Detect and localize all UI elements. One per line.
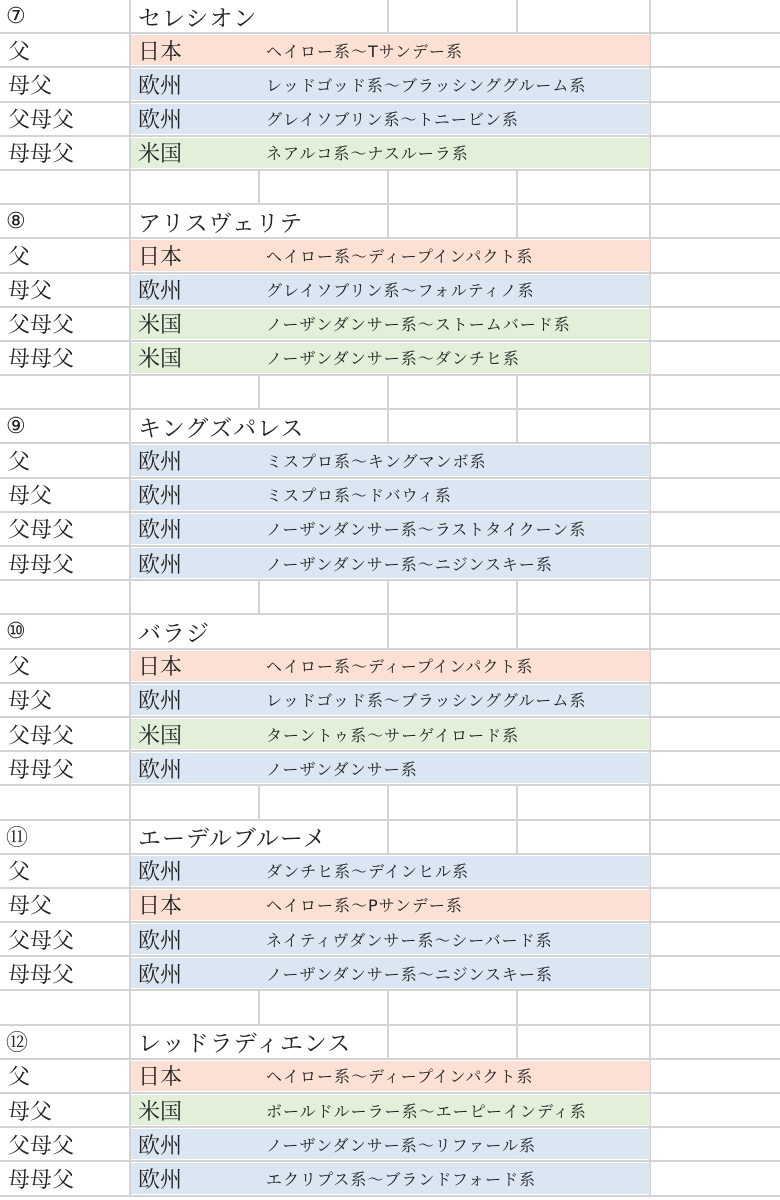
pedigree-row[interactable] bbox=[0, 137, 780, 171]
region-cell: 米国 bbox=[138, 723, 183, 749]
horse-name: エーデルブルーメ bbox=[138, 826, 327, 853]
spacer-row[interactable] bbox=[0, 991, 780, 1025]
sire-line-cell: ヘイロー系〜ディープインパクト系 bbox=[266, 657, 534, 677]
horse-number: ⑫ bbox=[6, 1031, 29, 1057]
region-cell: 欧州 bbox=[138, 484, 183, 510]
pedigree-position-label: 母父 bbox=[8, 1099, 53, 1125]
grid-line-vertical bbox=[258, 171, 260, 205]
grid-line-vertical bbox=[387, 410, 389, 444]
grid-line-vertical bbox=[649, 410, 651, 444]
pedigree-row[interactable] bbox=[0, 1162, 780, 1196]
grid-line-vertical bbox=[258, 581, 260, 615]
grid-line-vertical bbox=[129, 376, 131, 410]
grid-line-vertical bbox=[258, 376, 260, 410]
pedigree-position-label: 父母父 bbox=[8, 723, 75, 749]
horse-header-row[interactable] bbox=[0, 410, 780, 444]
pedigree-position-label: 母母父 bbox=[8, 757, 75, 783]
grid-line-vertical bbox=[129, 205, 131, 239]
region-cell: 欧州 bbox=[138, 450, 183, 476]
pedigree-row[interactable] bbox=[0, 650, 780, 684]
grid-line-vertical bbox=[516, 205, 518, 239]
grid-line-vertical bbox=[516, 615, 518, 649]
horse-header-row[interactable] bbox=[0, 821, 780, 855]
pedigree-row[interactable] bbox=[0, 752, 780, 786]
grid-line-vertical bbox=[387, 1026, 389, 1060]
sire-line-cell: グレイソブリン系〜トニービン系 bbox=[266, 110, 519, 130]
region-cell: 米国 bbox=[138, 313, 183, 339]
grid-line-vertical bbox=[516, 1026, 518, 1060]
pedigree-position-label: 母父 bbox=[8, 689, 53, 715]
region-cell: 日本 bbox=[138, 655, 183, 681]
pedigree-position-label: 父 bbox=[8, 39, 31, 65]
sire-line-cell: ネアルコ系〜ナスルーラ系 bbox=[266, 144, 469, 164]
horse-header-row[interactable] bbox=[0, 1026, 780, 1060]
sire-line-cell: ノーザンダンサー系〜ラストタイクーン系 bbox=[266, 520, 587, 540]
region-cell: 日本 bbox=[138, 894, 183, 920]
region-cell: 日本 bbox=[138, 1065, 183, 1091]
grid-line-vertical bbox=[387, 786, 389, 820]
sire-line-cell: ヘイロー系〜ディープインパクト系 bbox=[266, 246, 534, 266]
pedigree-position-label: 父 bbox=[8, 450, 31, 476]
sire-line-cell: ダンチヒ系〜デインヒル系 bbox=[266, 862, 470, 882]
region-cell: 米国 bbox=[138, 142, 183, 168]
horse-number: ⑪ bbox=[6, 826, 29, 852]
sire-line-cell: ノーザンダンサー系〜ニジンスキー系 bbox=[266, 554, 553, 574]
horse-name: レッドラディエンス bbox=[138, 1031, 352, 1058]
pedigree-row[interactable] bbox=[0, 308, 780, 342]
pedigree-row[interactable] bbox=[0, 855, 780, 889]
horse-number: ⑨ bbox=[6, 413, 26, 439]
sire-line-cell: ノーザンダンサー系 bbox=[266, 759, 418, 779]
pedigree-row[interactable] bbox=[0, 718, 780, 752]
pedigree-position-label: 父 bbox=[8, 1065, 31, 1091]
spacer-row[interactable] bbox=[0, 171, 780, 205]
pedigree-position-label: 父 bbox=[8, 860, 31, 886]
horse-name: キングズパレス bbox=[138, 415, 305, 442]
grid-line-vertical bbox=[649, 991, 651, 1025]
grid-line-vertical bbox=[387, 991, 389, 1025]
horse-name: セレシオン bbox=[138, 5, 258, 32]
grid-line-vertical bbox=[129, 821, 131, 855]
region-cell: 欧州 bbox=[138, 1167, 183, 1193]
grid-line-vertical bbox=[649, 786, 651, 820]
grid-line-vertical bbox=[129, 171, 131, 205]
grid-line-vertical bbox=[129, 410, 131, 444]
grid-line-vertical bbox=[649, 0, 651, 34]
region-cell: 欧州 bbox=[138, 108, 183, 134]
pedigree-position-label: 母母父 bbox=[8, 552, 75, 578]
grid-line-vertical bbox=[649, 171, 651, 205]
grid-line-vertical bbox=[387, 581, 389, 615]
region-cell: 欧州 bbox=[138, 279, 183, 305]
region-cell: 日本 bbox=[138, 39, 183, 65]
region-cell: 欧州 bbox=[138, 73, 183, 99]
grid-line-horizontal bbox=[0, 1195, 780, 1197]
grid-line-vertical bbox=[649, 615, 651, 649]
sire-line-cell: ノーザンダンサー系〜ダンチヒ系 bbox=[266, 349, 520, 369]
pedigree-position-label: 父母父 bbox=[8, 1133, 75, 1159]
pedigree-row[interactable] bbox=[0, 342, 780, 376]
horse-header-row[interactable] bbox=[0, 615, 780, 649]
grid-line-vertical bbox=[129, 581, 131, 615]
region-cell: 欧州 bbox=[138, 962, 183, 988]
pedigree-position-label: 父 bbox=[8, 655, 31, 681]
region-cell: 欧州 bbox=[138, 860, 183, 886]
pedigree-row[interactable] bbox=[0, 274, 780, 308]
region-cell: 欧州 bbox=[138, 1133, 183, 1159]
sire-line-cell: ネイティヴダンサー系〜シーバード系 bbox=[266, 930, 553, 950]
sire-line-cell: ヘイロー系〜Pサンデー系 bbox=[266, 896, 463, 916]
pedigree-row[interactable] bbox=[0, 239, 780, 273]
sire-line-cell: レッドゴッド系〜ブラッシンググルーム系 bbox=[266, 691, 587, 711]
grid-line-vertical bbox=[387, 171, 389, 205]
sire-line-cell: ターントゥ系〜サーゲイロード系 bbox=[266, 725, 520, 745]
region-cell: 米国 bbox=[138, 347, 183, 373]
sire-line-cell: ヘイロー系〜ディープインパクト系 bbox=[266, 1067, 534, 1087]
sire-line-cell: ノーザンダンサー系〜ストームバード系 bbox=[266, 315, 571, 335]
horse-header-row[interactable] bbox=[0, 0, 780, 34]
grid-line-vertical bbox=[387, 205, 389, 239]
region-cell: 欧州 bbox=[138, 928, 183, 954]
pedigree-row[interactable] bbox=[0, 1128, 780, 1162]
pedigree-row[interactable] bbox=[0, 34, 780, 68]
pedigree-row[interactable] bbox=[0, 923, 780, 957]
pedigree-position-label: 父母父 bbox=[8, 518, 75, 544]
pedigree-position-label: 父母父 bbox=[8, 928, 75, 954]
horse-number: ⑧ bbox=[6, 208, 26, 234]
pedigree-row[interactable] bbox=[0, 1060, 780, 1094]
grid-line-vertical bbox=[649, 581, 651, 615]
pedigree-row[interactable] bbox=[0, 957, 780, 991]
pedigree-position-label: 母父 bbox=[8, 279, 53, 305]
pedigree-position-label: 母母父 bbox=[8, 347, 75, 373]
grid-line-vertical bbox=[387, 821, 389, 855]
sire-line-cell: レッドゴッド系〜ブラッシンググルーム系 bbox=[266, 75, 587, 95]
sire-line-cell: ミスプロ系〜ドバウィ系 bbox=[266, 486, 452, 506]
pedigree-position-label: 父母父 bbox=[8, 108, 75, 134]
grid-line-vertical bbox=[258, 991, 260, 1025]
pedigree-position-label: 母母父 bbox=[8, 962, 75, 988]
grid-line-vertical bbox=[129, 615, 131, 649]
sire-line-cell: エクリプス系〜ブランドフォード系 bbox=[266, 1169, 537, 1189]
grid-line-vertical bbox=[649, 205, 651, 239]
sire-line-cell: ノーザンダンサー系〜リファール系 bbox=[266, 1135, 537, 1155]
grid-line-vertical bbox=[258, 786, 260, 820]
grid-line-vertical bbox=[387, 615, 389, 649]
grid-line-vertical bbox=[129, 1026, 131, 1060]
sire-line-cell: ミスプロ系〜キングマンボ系 bbox=[266, 452, 487, 472]
sire-line-cell: ボールドルーラー系〜エーピーインディ系 bbox=[266, 1101, 587, 1121]
horse-name: アリスヴェリテ bbox=[138, 210, 304, 237]
grid-line-vertical bbox=[649, 821, 651, 855]
pedigree-row[interactable] bbox=[0, 444, 780, 478]
sire-line-cell: グレイソブリン系〜フォルティノ系 bbox=[266, 281, 535, 301]
grid-line-vertical bbox=[516, 821, 518, 855]
grid-line-vertical bbox=[516, 991, 518, 1025]
horse-number: ⑦ bbox=[6, 3, 26, 29]
pedigree-row[interactable] bbox=[0, 684, 780, 718]
horse-name: バラジ bbox=[138, 620, 210, 647]
grid-line-vertical bbox=[387, 0, 389, 34]
grid-line-vertical bbox=[129, 991, 131, 1025]
grid-line-vertical bbox=[129, 0, 131, 34]
pedigree-row[interactable] bbox=[0, 103, 780, 137]
horse-number: ⑩ bbox=[6, 618, 26, 644]
grid-line-vertical bbox=[516, 0, 518, 34]
grid-line-vertical bbox=[516, 786, 518, 820]
spacer-row[interactable] bbox=[0, 376, 780, 410]
pedigree-row[interactable] bbox=[0, 479, 780, 513]
grid-line-vertical bbox=[516, 171, 518, 205]
spacer-row[interactable] bbox=[0, 581, 780, 615]
region-cell: 欧州 bbox=[138, 689, 183, 715]
region-cell: 欧州 bbox=[138, 757, 183, 783]
pedigree-row[interactable] bbox=[0, 513, 780, 547]
pedigree-position-label: 母父 bbox=[8, 73, 53, 99]
pedigree-position-label: 母母父 bbox=[8, 142, 75, 168]
grid-line-vertical bbox=[516, 581, 518, 615]
region-cell: 欧州 bbox=[138, 552, 183, 578]
pedigree-row[interactable] bbox=[0, 68, 780, 102]
region-cell: 欧州 bbox=[138, 518, 183, 544]
pedigree-position-label: 父 bbox=[8, 244, 31, 270]
sire-line-cell: ヘイロー系〜Tサンデー系 bbox=[266, 41, 463, 61]
region-cell: 米国 bbox=[138, 1099, 183, 1125]
pedigree-position-label: 母母父 bbox=[8, 1167, 75, 1193]
pedigree-position-label: 母父 bbox=[8, 484, 53, 510]
grid-line-vertical bbox=[129, 786, 131, 820]
grid-line-vertical bbox=[516, 376, 518, 410]
grid-line-vertical bbox=[649, 1026, 651, 1060]
horse-header-row[interactable] bbox=[0, 205, 780, 239]
pedigree-row[interactable] bbox=[0, 547, 780, 581]
pedigree-row[interactable] bbox=[0, 889, 780, 923]
spacer-row[interactable] bbox=[0, 786, 780, 820]
grid-line-vertical bbox=[649, 376, 651, 410]
grid-line-vertical bbox=[387, 376, 389, 410]
pedigree-row[interactable] bbox=[0, 1094, 780, 1128]
pedigree-position-label: 父母父 bbox=[8, 313, 75, 339]
grid-line-vertical bbox=[516, 410, 518, 444]
region-cell: 日本 bbox=[138, 244, 183, 270]
pedigree-position-label: 母父 bbox=[8, 894, 53, 920]
sire-line-cell: ノーザンダンサー系〜ニジンスキー系 bbox=[266, 964, 553, 984]
